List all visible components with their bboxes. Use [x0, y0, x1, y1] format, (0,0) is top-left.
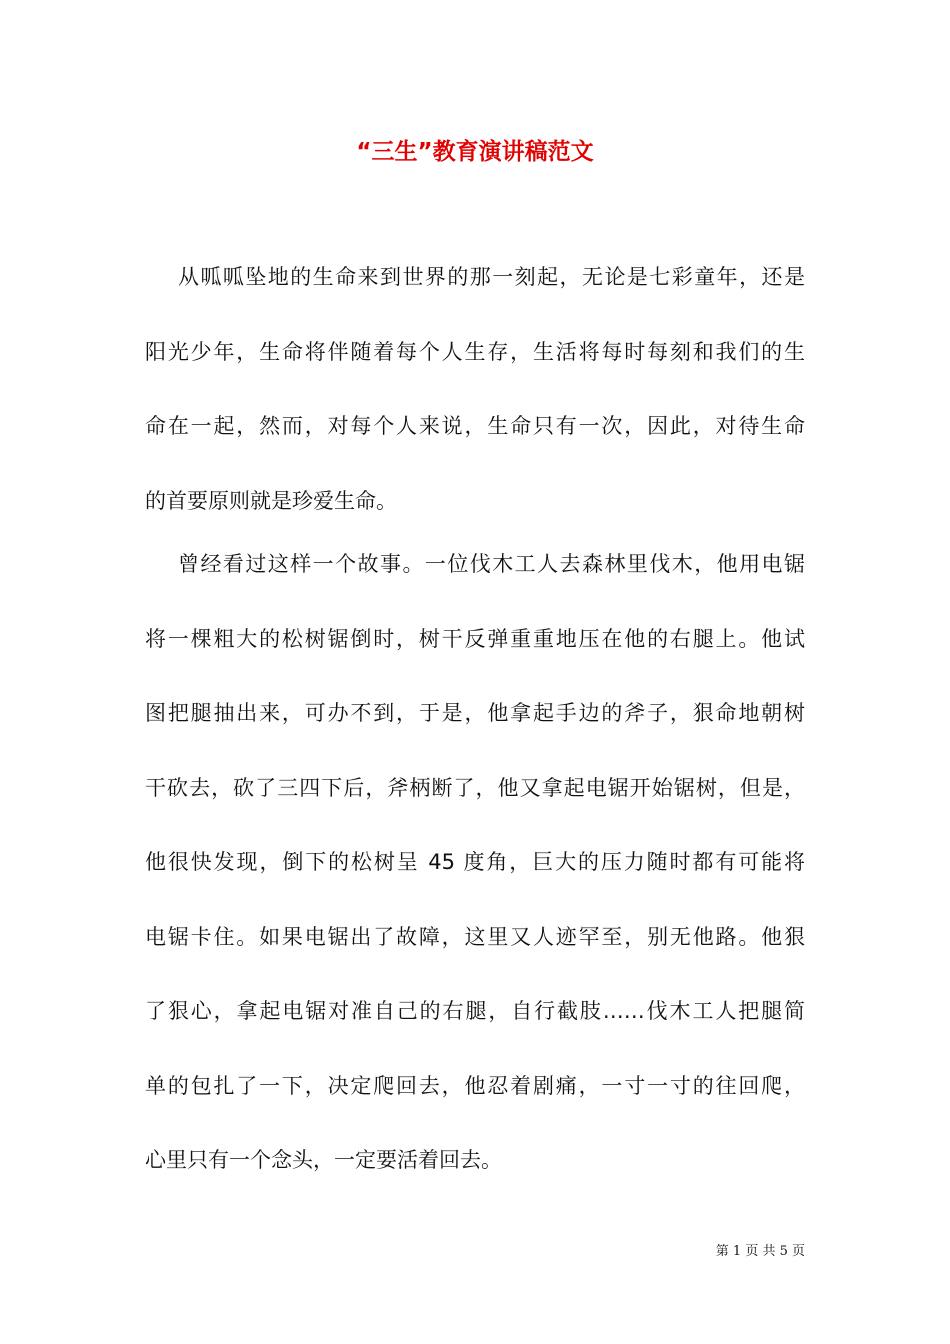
paragraph-line: 他很快发现，倒下的松树呈 45 度角，巨大的压力随时都有可能将: [145, 850, 805, 874]
paragraph-line: 干砍去，砍了三四下后，斧柄断了，他又拿起电锯开始锯树，但是，: [145, 775, 805, 800]
paragraph-line: 了狠心，拿起电锯对准自己的右腿，自行截肢……伐木工人把腿简: [145, 999, 805, 1023]
page-number: 第 1 页 共 5 页: [715, 1244, 805, 1259]
paragraph-line: 曾经看过这样一个故事。一位伐木工人去森林里伐木，他用电锯: [178, 552, 805, 576]
paragraph-line: 图把腿抽出来，可办不到，于是，他拿起手边的斧子，狠命地朝树: [145, 701, 805, 725]
paragraph-line: 电锯卡住。如果电锯出了故障，这里又人迹罕至，别无他路。他狠: [145, 924, 805, 949]
document-title: “三生”教育演讲稿范文: [356, 139, 594, 165]
paragraph-2: [145, 527, 805, 1198]
paragraph-line: 单的包扎了一下，决定爬回去，他忍着剧痛，一寸一寸的往回爬，: [145, 1073, 805, 1098]
paragraph-line: 从呱呱坠地的生命来到世界的那一刻起，无论是七彩童年，还是: [178, 265, 805, 289]
paragraph-line: 将一棵粗大的松树锯倒时，树干反弹重重地压在他的右腿上。他试: [145, 626, 805, 651]
paragraph-line: 阳光少年，生命将伴随着每个人生存，生活将每时每刻和我们的生: [145, 339, 805, 364]
paragraph-line: 心里只有一个念头，一定要活着回去。: [145, 1148, 502, 1172]
paragraph-line: 的首要原则就是珍爱生命。: [145, 488, 397, 513]
paragraph-1: [145, 240, 805, 538]
paragraph-line: 命在一起，然而，对每个人来说，生命只有一次，因此，对待生命: [145, 414, 805, 438]
